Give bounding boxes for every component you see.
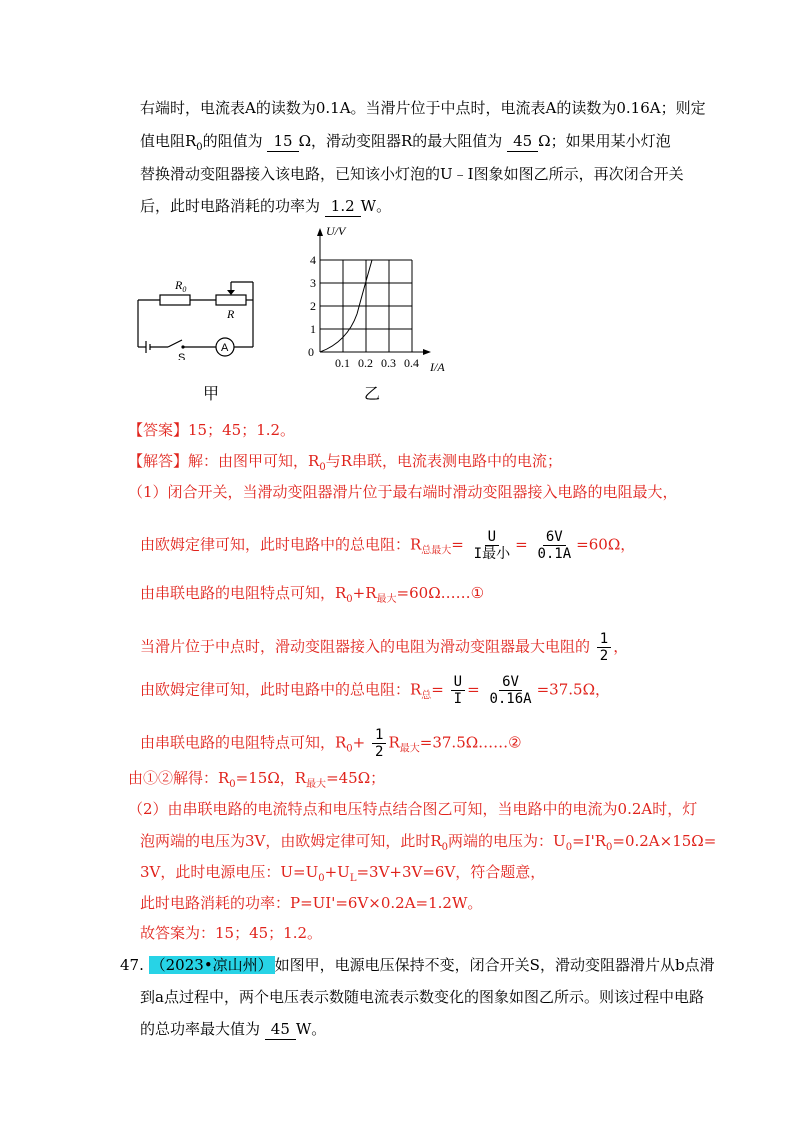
numerator: 1 [597, 632, 611, 648]
text-span: 解：由图甲可知，R [188, 452, 320, 470]
source-tag: （2023•凉山州） [150, 956, 273, 974]
x-tick: 0.3 [381, 356, 396, 370]
text-line [140, 131, 671, 158]
text-span: =60Ω， [576, 535, 636, 554]
text-span: =3V+3V=6V，符合题意， [356, 863, 546, 881]
numerator: 1 [372, 728, 386, 744]
solution-label: 【解答】 [128, 452, 189, 470]
solution-line [128, 768, 385, 795]
text-line [140, 1019, 326, 1040]
rheostat-r [216, 295, 246, 305]
text-span: =I'R [572, 832, 606, 850]
text-span: 如图甲，电源电压保持不变，闭合开关S，滑动变阻器滑片从b点滑 [274, 956, 715, 974]
text-span: ， [613, 637, 629, 656]
solution-line [140, 530, 635, 562]
subscript: 0 [565, 842, 573, 853]
text-span: 的阻值为 [202, 132, 263, 150]
answer-blank: 45 [507, 131, 538, 152]
text-span: 由欧姆定律可知，此时电路中的总电阻：R [140, 680, 422, 699]
text-span: 泡两端的电压为3V，由欧姆定律可知，此时R [140, 832, 442, 850]
subscript: 总 [421, 690, 432, 702]
text-line: 到a点过程中，两个电压表示数随电流表示数变化的图象如图乙所示。则该过程中电路 [140, 988, 704, 1006]
numerator: U [485, 530, 499, 546]
text-span: 3V，此时电源电压：U=U [140, 863, 319, 881]
subscript: 总最大 [421, 545, 452, 557]
y-tick: 2 [310, 299, 316, 313]
subscript: 0 [318, 873, 325, 884]
solution-line [140, 675, 610, 707]
question-47-line [120, 955, 715, 975]
subscript: 0 [606, 842, 613, 853]
text-span: = [467, 680, 480, 699]
text-span: +R [352, 584, 377, 602]
solution-line: 此时电路消耗的功率：P=UI'=6V×0.2A=1.2W。 [140, 894, 483, 912]
solution-line [128, 451, 562, 478]
denominator: 2 [599, 648, 609, 664]
text-span: 由串联电路的电阻特点可知，R [140, 733, 347, 752]
text-span: =37.5Ω， [536, 680, 611, 699]
solution-line [140, 632, 628, 663]
text-span: +U [324, 863, 350, 881]
text-span: 与R串联，电流表测电路中的电流； [325, 452, 562, 470]
denominator: 0.16A [489, 691, 532, 707]
subscript: 最大 [306, 779, 327, 790]
y-axis-label: U/V [326, 224, 346, 238]
solution-line [140, 583, 484, 610]
r-label: R [227, 307, 235, 321]
subscript: 0 [346, 594, 353, 605]
text-line: 右端时，电流表A的读数为0.1A。当滑片位于中点时，电流表A的读数为0.16A；则定 [140, 99, 706, 117]
answer-text: 15；45；1.2。 [188, 421, 296, 439]
x-axis-label: I/A [430, 360, 445, 374]
fraction [372, 728, 386, 759]
solution-line: （2）由串联电路的电流特点和电压特点结合图乙可知，当电路中的电流为0.2A时，灯 [128, 800, 698, 818]
denominator: I最小 [473, 546, 511, 562]
text-span: =0.2A×15Ω= [612, 832, 717, 850]
text-span: 由欧姆定律可知，此时电路中的总电阻：R [140, 535, 422, 554]
text-span: 值电阻R [140, 132, 197, 150]
subscript: 0 [346, 743, 353, 755]
answer-blank: 45 [265, 1019, 296, 1040]
text-span: = [515, 535, 528, 554]
fraction [471, 530, 513, 561]
text-line [140, 196, 391, 217]
r0-label: $R_0$ [175, 278, 187, 294]
y-tick: 3 [310, 276, 316, 290]
text-span: =37.5Ω……② [419, 733, 522, 752]
answer-label: 【答案】 [128, 421, 189, 439]
circuit-diagram [128, 270, 268, 360]
answer-blank: 1.2 [325, 196, 361, 217]
text-span: Ω；如果用某小灯泡 [538, 132, 671, 150]
subscript: 0 [196, 142, 203, 153]
text-span: 由串联电路的电阻特点可知，R [140, 584, 347, 602]
label-jia: 甲 [203, 384, 220, 403]
text-span: 当滑片位于中点时，滑动变阻器接入的电阻为滑动变阻器最大电阻的 [140, 637, 591, 656]
numerator: U [451, 675, 465, 691]
answer-blank: 15 [267, 131, 298, 152]
text-span: + [352, 733, 366, 752]
fraction [597, 632, 611, 663]
denominator: I [453, 691, 463, 707]
text-span: =15Ω，R [235, 769, 307, 787]
subscript: 0 [229, 779, 236, 790]
solution-line: （1）闭合开关，当滑动变阻器滑片位于最右端时滑动变阻器接入电路的电阻最大， [128, 483, 678, 501]
subscript: 0 [319, 462, 326, 473]
text-span: = [431, 680, 444, 699]
text-span: W。 [360, 197, 392, 215]
text-span: 两端的电压为：U [448, 832, 566, 850]
subscript: 最大 [399, 743, 420, 755]
solution-line [140, 728, 522, 760]
y-tick: 4 [310, 253, 316, 267]
text-line: 替换滑动变阻器接入该电路，已知该小灯泡的U﹣I图象如图乙所示，再次闭合开关 [140, 165, 684, 183]
solution-line [140, 862, 545, 889]
text-span: 的总功率最大值为 [140, 1020, 261, 1038]
numerator: 6V [499, 675, 522, 691]
ammeter-label: A [221, 342, 229, 354]
label-yi: 乙 [364, 384, 381, 403]
denominator: 0.1A [537, 546, 572, 562]
solution-line: 故答案为：15；45；1.2。 [140, 924, 323, 942]
subscript: 最大 [376, 594, 397, 605]
y-tick: 1 [310, 322, 316, 336]
ui-graph [300, 222, 470, 382]
text-span: 由①②解得：R [128, 769, 230, 787]
text-span: =60Ω……① [396, 584, 485, 602]
text-span: R [388, 733, 400, 752]
text-span: =45Ω； [326, 769, 386, 787]
fraction [534, 530, 574, 561]
switch-label: S [178, 352, 186, 360]
denominator: 2 [375, 744, 384, 760]
fraction [451, 675, 465, 706]
text-span: Ω，滑动变阻器R的最大阻值为 [298, 132, 503, 150]
answer-line [128, 420, 295, 440]
subscript: L [349, 873, 357, 884]
x-tick: 0.2 [358, 356, 373, 370]
subscript: 0 [441, 842, 449, 853]
x-tick: 0.1 [335, 356, 350, 370]
question-number: 47. [120, 956, 144, 974]
y-tick: 0 [308, 345, 314, 359]
resistor-r0 [160, 295, 190, 305]
x-tick: 0.4 [404, 356, 419, 370]
text-span: W。 [295, 1020, 327, 1038]
text-span: 后，此时电路消耗的功率为 [140, 197, 321, 215]
fraction [486, 675, 534, 706]
numerator: 6V [543, 530, 566, 546]
text-span: = [451, 535, 464, 554]
solution-line [140, 831, 716, 858]
